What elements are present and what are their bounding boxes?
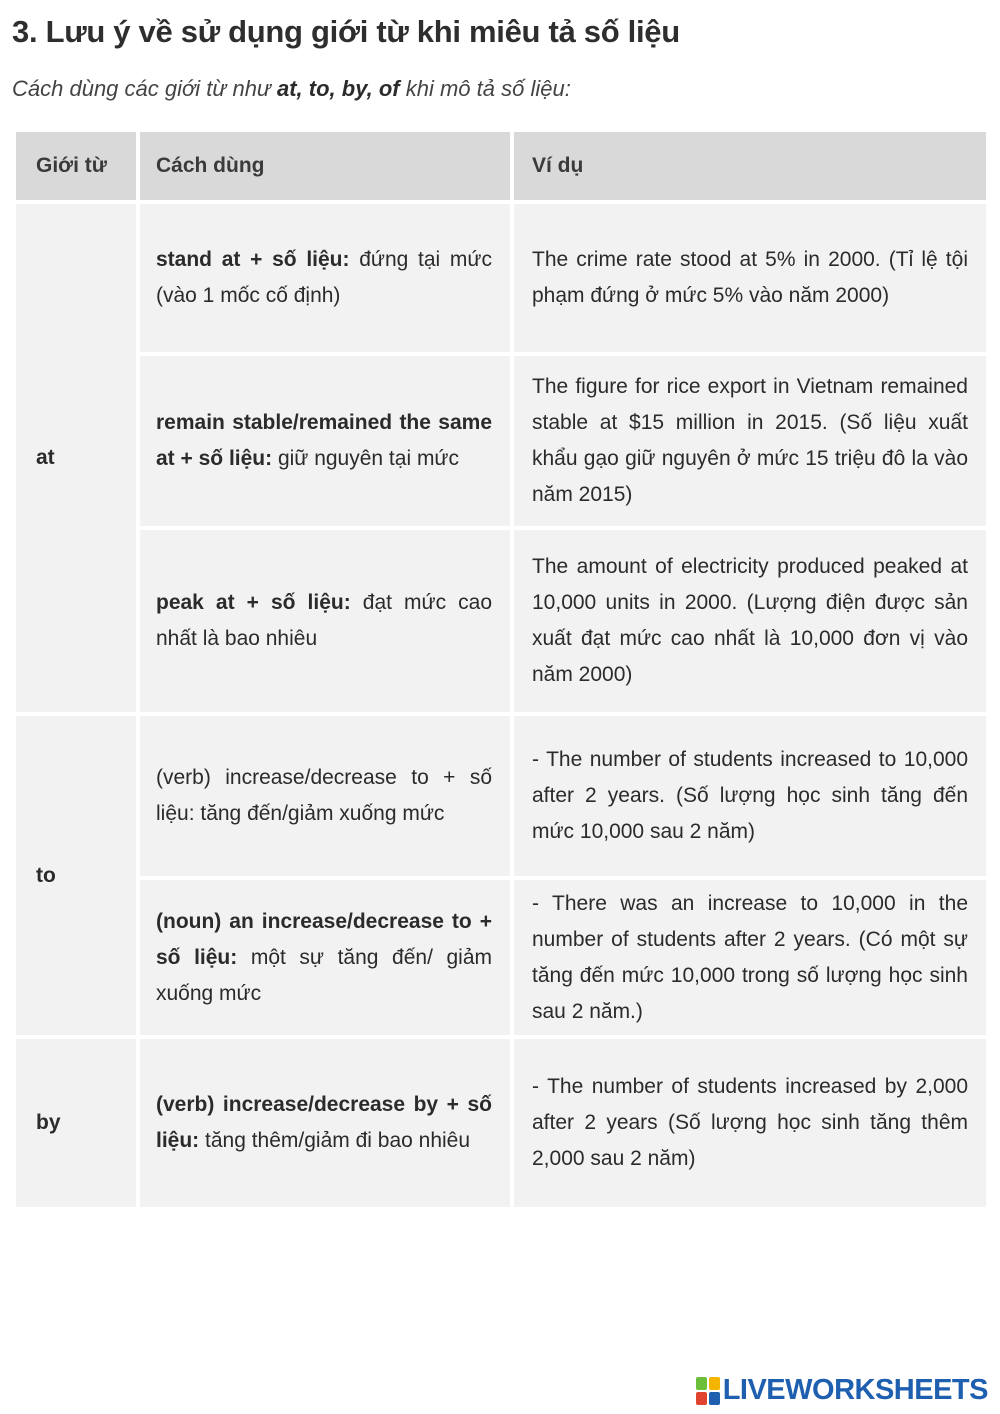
page-subtitle [12, 76, 571, 102]
example-text: The amount of electricity produced peaked at 10,000 units in 2000. (Lượng điện được sản xuất đạt mức cao nhất là 10,000 đơn vị vào năm 2000) [532, 555, 968, 686]
subtitle-text-before: Cách dùng các giới từ như [12, 76, 277, 101]
usage-cell [140, 880, 510, 1035]
preposition-by: by [16, 1039, 136, 1207]
usage-cell [140, 204, 510, 352]
example-text: - The number of students increased by 2,000 after 2 years (Số lượng học sinh tăng thêm 2,000 sau 2 năm) [532, 1075, 968, 1170]
watermark-text: LIVEWORKSHEETS [722, 1374, 988, 1406]
usage-text: đạt mức cao nhất là bao nhiêu [156, 591, 492, 650]
subtitle-text-after: khi mô tả số liệu: [399, 76, 571, 101]
usage-text: giữ nguyên tại mức [272, 447, 459, 470]
example-text: The figure for rice export in Vietnam remained stable at $15 million in 2015. (Số liệu xuất khẩu gạo giữ nguyên ở mức 15 triệu đô la vào năm 2015) [532, 375, 968, 506]
usage-bold: remain stable/remained the same at + số liệu: [156, 411, 492, 470]
example-cell [514, 880, 986, 1035]
usage-text: (verb) increase/decrease to + số liệu: tăng đến/giảm xuống mức [156, 766, 492, 825]
usage-text: tăng thêm/giảm đi bao nhiêu [199, 1129, 471, 1152]
preposition-to: to [16, 716, 136, 1035]
page-title: 3. Lưu ý về sử dụng giới từ khi miêu tả số liệu [12, 14, 680, 49]
example-cell [514, 356, 986, 526]
header-usage: Cách dùng [140, 132, 510, 200]
liveworksheets-watermark[interactable] [696, 1374, 988, 1407]
example-text: The crime rate stood at 5% in 2000. (Tỉ lệ tội phạm đứng ở mức 5% vào năm 2000) [532, 248, 968, 307]
usage-cell [140, 530, 510, 712]
usage-cell [140, 356, 510, 526]
usage-bold: peak at + số liệu: [156, 591, 351, 614]
usage-bold: (noun) an increase/decrease to + số liệu: [156, 909, 492, 969]
liveworksheets-logo-icon [696, 1377, 720, 1405]
example-cell [514, 1039, 986, 1207]
usage-text: đứng tại mức (vào 1 mốc cố định) [156, 248, 492, 307]
preposition-at: at [16, 204, 136, 712]
usage-cell [140, 716, 510, 876]
usage-bold: stand at + số liệu: [156, 248, 350, 271]
example-text: - There was an increase to 10,000 in the number of students after 2 years. (Có một sự tăng đến mức 10,000 trong số lượng học sinh sau 2 năm.) [532, 891, 968, 1023]
usage-cell [140, 1039, 510, 1207]
usage-bold: (verb) increase/decrease by + số liệu: [156, 1093, 492, 1152]
example-cell [514, 530, 986, 712]
example-text: - The number of students increased to 10,000 after 2 years. (Số lượng học sinh tăng đến mức 10,000 sau 2 năm) [532, 748, 968, 843]
subtitle-prepositions: at, to, by, of [277, 76, 400, 101]
example-cell [514, 204, 986, 352]
header-preposition: Giới từ [16, 132, 136, 200]
usage-text: một sự tăng đến/ giảm xuống mức [156, 945, 493, 1005]
example-cell [514, 716, 986, 876]
header-example: Ví dụ [514, 132, 986, 200]
prepositions-table [16, 132, 986, 1207]
